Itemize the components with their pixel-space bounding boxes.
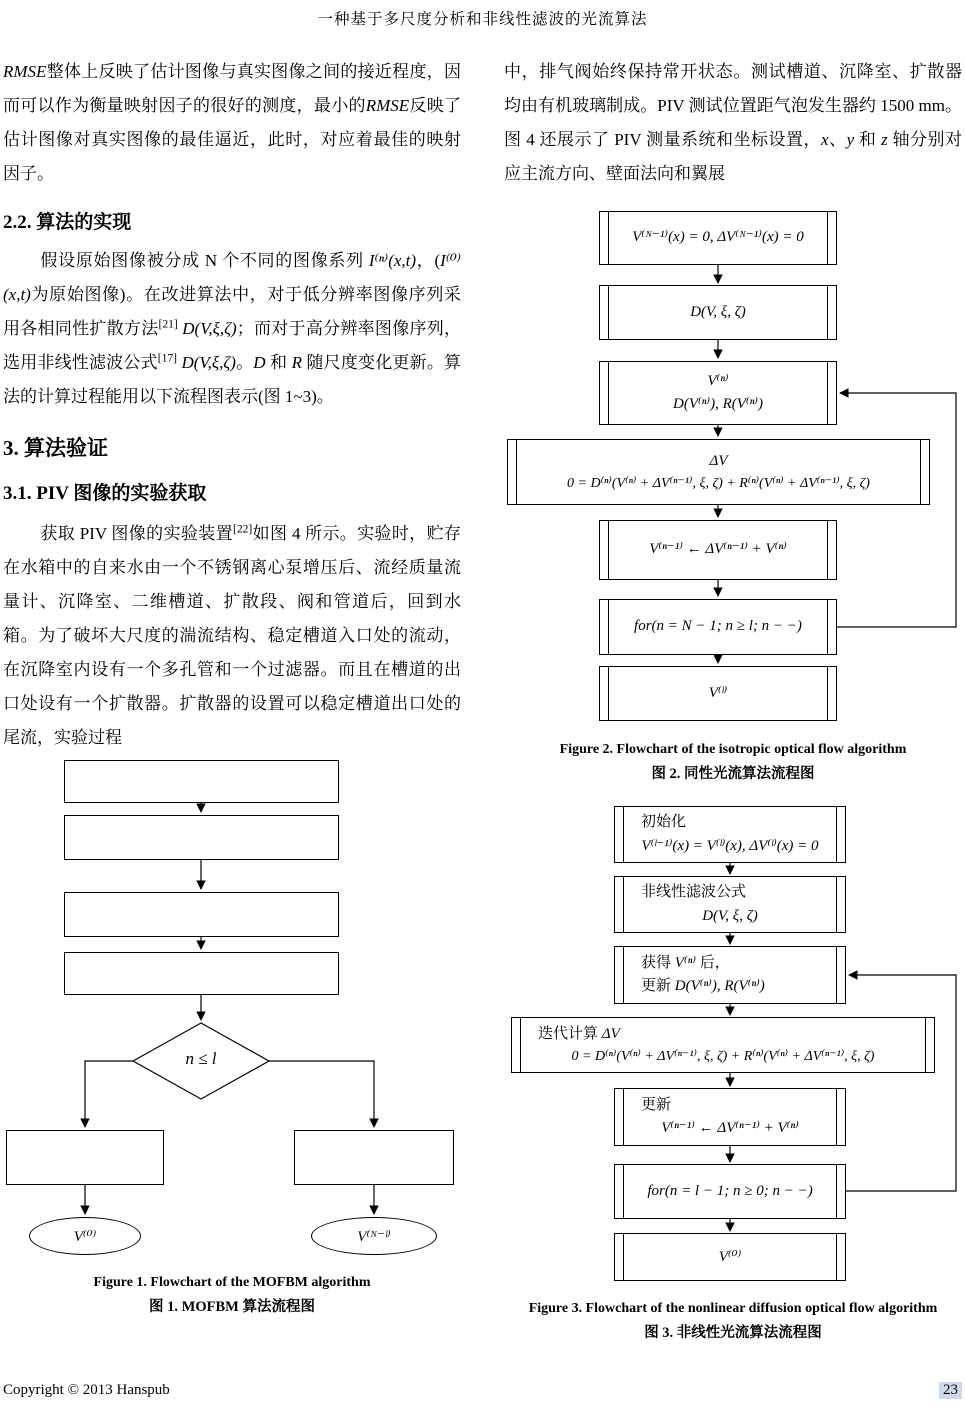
text-run: 反映了估计图像对真实图像的最佳逼近，此时，对应着最佳的映射因子。 bbox=[3, 96, 462, 183]
fig3-init-box bbox=[614, 806, 846, 863]
section-heading-3-1: 3.1. PIV 图像的实验获取 bbox=[3, 483, 207, 504]
fig2-dr-line: D(V⁽ⁿ⁾), R(V⁽ⁿ⁾) bbox=[673, 396, 763, 412]
left-column bbox=[3, 55, 461, 1344]
math-inline: D(V⁽ⁿ⁾), R(V⁽ⁿ⁾) bbox=[674, 978, 765, 995]
fig2-equation: 0 = D⁽ⁿ⁾(V⁽ⁿ⁾ + ΔV⁽ⁿ⁻¹⁾, ξ, ζ) + R⁽ⁿ⁾(V⁽ⁿ⁾ + ΔV⁽ⁿ⁻¹⁾, ξ, ζ) bbox=[567, 475, 870, 491]
text-run: 随尺度变化更新。算法的计算过程能用以下流程图表示(图 1~3)。 bbox=[3, 353, 462, 406]
text-run: ；而对于高分辨率图像序列，选用非线性滤波公式 bbox=[3, 319, 462, 372]
figure-2-caption-en: Figure 2. Flowchart of the isotropic optical flow algorithm bbox=[559, 742, 907, 757]
figure-3-flowchart bbox=[504, 801, 962, 1286]
text-run: 假设原始图像被分成 N 个不同的图像系列 bbox=[40, 251, 369, 270]
fig3-update-dr-box bbox=[614, 946, 846, 1004]
flowchart-box-1 bbox=[64, 760, 339, 803]
text-run: 整体上反映了估计图像与真实图像之间的接近程度，因而可以作为衡量映射因子的很好的测度，最小的 bbox=[3, 62, 461, 115]
fig3-equation: 0 = D⁽ⁿ⁾(V⁽ⁿ⁾ + ΔV⁽ⁿ⁻¹⁾, ξ, ζ) + R⁽ⁿ⁾(V⁽ⁿ⁾ + ΔV⁽ⁿ⁻¹⁾, ξ, ζ) bbox=[571, 1048, 875, 1064]
flowchart-box-2 bbox=[64, 815, 339, 860]
fig3-init-label: 初始化 bbox=[641, 814, 687, 831]
text-run: 、 bbox=[828, 130, 847, 149]
figure-3-caption-en: Figure 3. Flowchart of the nonlinear diffusion optical flow algorithm bbox=[528, 1301, 938, 1317]
terminator-oval-right: V⁽ᴺ⁻ˡ⁾ bbox=[311, 1217, 437, 1255]
fig2-iteration-box bbox=[507, 439, 930, 505]
math-inline: ΔV bbox=[601, 1025, 620, 1042]
fig2-update-dr-box bbox=[599, 361, 837, 425]
page-footer bbox=[3, 1382, 962, 1399]
flowchart-branch-box-left bbox=[6, 1130, 164, 1185]
two-column-body bbox=[0, 55, 965, 1344]
math-inline: RMSE bbox=[3, 62, 47, 81]
section-heading-3: 3. 算法验证 bbox=[3, 436, 108, 460]
fig2-diffusion-formula: D(V, ξ, ζ) bbox=[690, 303, 746, 320]
fig3-init-formula: V⁽ˡ⁻¹⁾(x) = V⁽ˡ⁾(x), ΔV⁽ˡ⁾(x) = 0 bbox=[641, 837, 819, 854]
text-run: 获取 PIV 图像的实验装置 bbox=[40, 524, 233, 543]
fig3-result-formula: V⁽⁰⁾ bbox=[718, 1248, 742, 1265]
fig2-diffusion-box bbox=[599, 285, 837, 340]
figure-1-caption-en: Figure 1. Flowchart of the MOFBM algorithm bbox=[93, 1275, 371, 1290]
figure-1-caption bbox=[3, 1272, 461, 1318]
text-run: 和 bbox=[265, 353, 292, 372]
paragraph-piv-experiment bbox=[3, 517, 461, 755]
figure-1-caption-zh: 图 1. MOFBM 算法流程图 bbox=[149, 1298, 315, 1315]
text-run: 后， bbox=[696, 954, 730, 971]
citation-ref: [17] bbox=[157, 351, 177, 365]
fig2-init-formula: V⁽ᴺ⁻¹⁾(x) = 0, ΔV⁽ᴺ⁻¹⁾(x) = 0 bbox=[632, 229, 804, 246]
terminator-oval-left: V⁽⁰⁾ bbox=[29, 1217, 141, 1255]
flowchart-branch-box-right bbox=[294, 1130, 454, 1185]
fig2-result-box bbox=[599, 666, 837, 721]
fig2-update-v-box bbox=[599, 520, 837, 580]
fig3-iteration-label bbox=[538, 1023, 620, 1046]
text-run: 。 bbox=[235, 353, 254, 372]
fig2-for-loop-text: for(n = N − 1; n ≥ l; n − −) bbox=[634, 618, 802, 635]
fig2-init-box bbox=[599, 211, 837, 265]
math-inline: z bbox=[881, 130, 888, 149]
text-run: 和 bbox=[854, 130, 882, 149]
math-inline: I⁽ⁿ⁾(x,t) bbox=[368, 251, 417, 270]
fig3-update-v-label: 更新 bbox=[641, 1096, 672, 1113]
fig2-dv-label: ΔV bbox=[709, 452, 728, 469]
math-inline: I⁽⁰⁾(x,t) bbox=[3, 251, 461, 304]
fig3-for-loop-text: for(n = l − 1; n ≥ 0; n − −) bbox=[647, 1183, 813, 1200]
citation-ref: [21] bbox=[158, 317, 178, 331]
fig3-update-line bbox=[641, 975, 765, 998]
text-run: 为原始图像)。在改进算法中，对于低分辨率图像序列采用各相同性扩散方法 bbox=[3, 285, 461, 338]
figure-1-flowchart bbox=[3, 755, 461, 1260]
fig3-for-loop-box bbox=[614, 1164, 846, 1219]
math-inline: x bbox=[821, 130, 829, 149]
decision-diamond-label: n ≤ l bbox=[185, 1049, 217, 1068]
fig3-obtain-line bbox=[641, 952, 730, 975]
text-run: 更新 bbox=[641, 978, 675, 995]
text-run: 轴分别对应主流方向、壁面法向和翼展 bbox=[504, 130, 963, 183]
text-run: 如图 4 所示。实验时，贮存在水箱中的自来水由一个不锈钢离心泵增压后、流经质量流量计、沉降室、二维槽道、扩散段、阀和管道后，回到水箱。为了破坏大尺度的湍流结构、稳定槽道入口处的流动，在沉降室内设有一个多孔管和一个过滤器。而且在槽道的出口处设有一个扩散器。扩散器的设置可以稳定槽道出口处的尾流，实验过程 bbox=[3, 524, 461, 747]
math-inline: D(V,ξ,ζ) bbox=[182, 319, 237, 338]
fig3-update-v-box bbox=[614, 1088, 846, 1146]
fig2-result-formula: V⁽ˡ⁾ bbox=[708, 684, 728, 701]
text-run: 中，排气阀始终保持常开状态。测试槽道、沉降室、扩散器均由有机玻璃制成。PIV 测试位置距气泡发生器约 1500 mm。图 4 还展示了 PIV 测量系统和坐标设置， bbox=[504, 62, 962, 149]
figure-2-flowchart bbox=[504, 207, 962, 727]
fig3-iteration-box bbox=[511, 1017, 935, 1073]
math-inline: y bbox=[846, 130, 855, 149]
paper-title: 一种基于多尺度分析和非线性滤波的光流算法 bbox=[317, 11, 648, 28]
flowchart-box-3 bbox=[64, 892, 339, 937]
citation-ref: [22] bbox=[233, 522, 253, 536]
page-header bbox=[0, 0, 965, 29]
figure-2-caption-zh: 图 2. 同性光流算法流程图 bbox=[651, 765, 815, 782]
fig3-filter-box bbox=[614, 876, 846, 933]
text-run: 迭代计算 bbox=[538, 1025, 602, 1042]
page-number: 23 bbox=[939, 1382, 962, 1399]
fig3-filter-label: 非线性滤波公式 bbox=[641, 884, 747, 901]
paragraph-piv-setup bbox=[504, 55, 962, 191]
fig2-vn-line: V⁽ⁿ⁾ bbox=[707, 372, 729, 389]
math-inline: V⁽ⁿ⁾ bbox=[674, 954, 697, 971]
fig2-for-loop-box bbox=[599, 599, 837, 655]
fig3-result-box bbox=[614, 1233, 846, 1281]
fig2-update-v-formula: V⁽ⁿ⁻¹⁾ ← ΔV⁽ⁿ⁻¹⁾ + V⁽ⁿ⁾ bbox=[649, 541, 787, 558]
math-inline: R bbox=[291, 353, 303, 372]
section-heading-2-2: 2.2. 算法的实现 bbox=[3, 212, 132, 233]
figure-3-caption bbox=[504, 1298, 962, 1344]
figure-2-caption bbox=[504, 739, 962, 785]
flowchart-box-4 bbox=[64, 952, 339, 995]
fig3-update-v-formula: V⁽ⁿ⁻¹⁾ ← ΔV⁽ⁿ⁻¹⁾ + V⁽ⁿ⁾ bbox=[661, 1120, 799, 1137]
text-run: 获得 bbox=[641, 954, 675, 971]
math-inline: D bbox=[253, 353, 266, 372]
fig3-filter-formula: D(V, ξ, ζ) bbox=[702, 907, 758, 924]
paragraph-rmse bbox=[3, 55, 461, 191]
copyright-text: Copyright © 2013 Hanspub bbox=[3, 1382, 170, 1398]
figure-3-caption-zh: 图 3. 非线性光流算法流程图 bbox=[644, 1324, 822, 1341]
math-inline: D(V,ξ,ζ) bbox=[181, 353, 236, 372]
text-run: ，( bbox=[416, 251, 441, 270]
right-column bbox=[504, 55, 962, 1344]
math-inline: RMSE bbox=[365, 96, 410, 115]
paragraph-algorithm-implementation bbox=[3, 244, 461, 414]
